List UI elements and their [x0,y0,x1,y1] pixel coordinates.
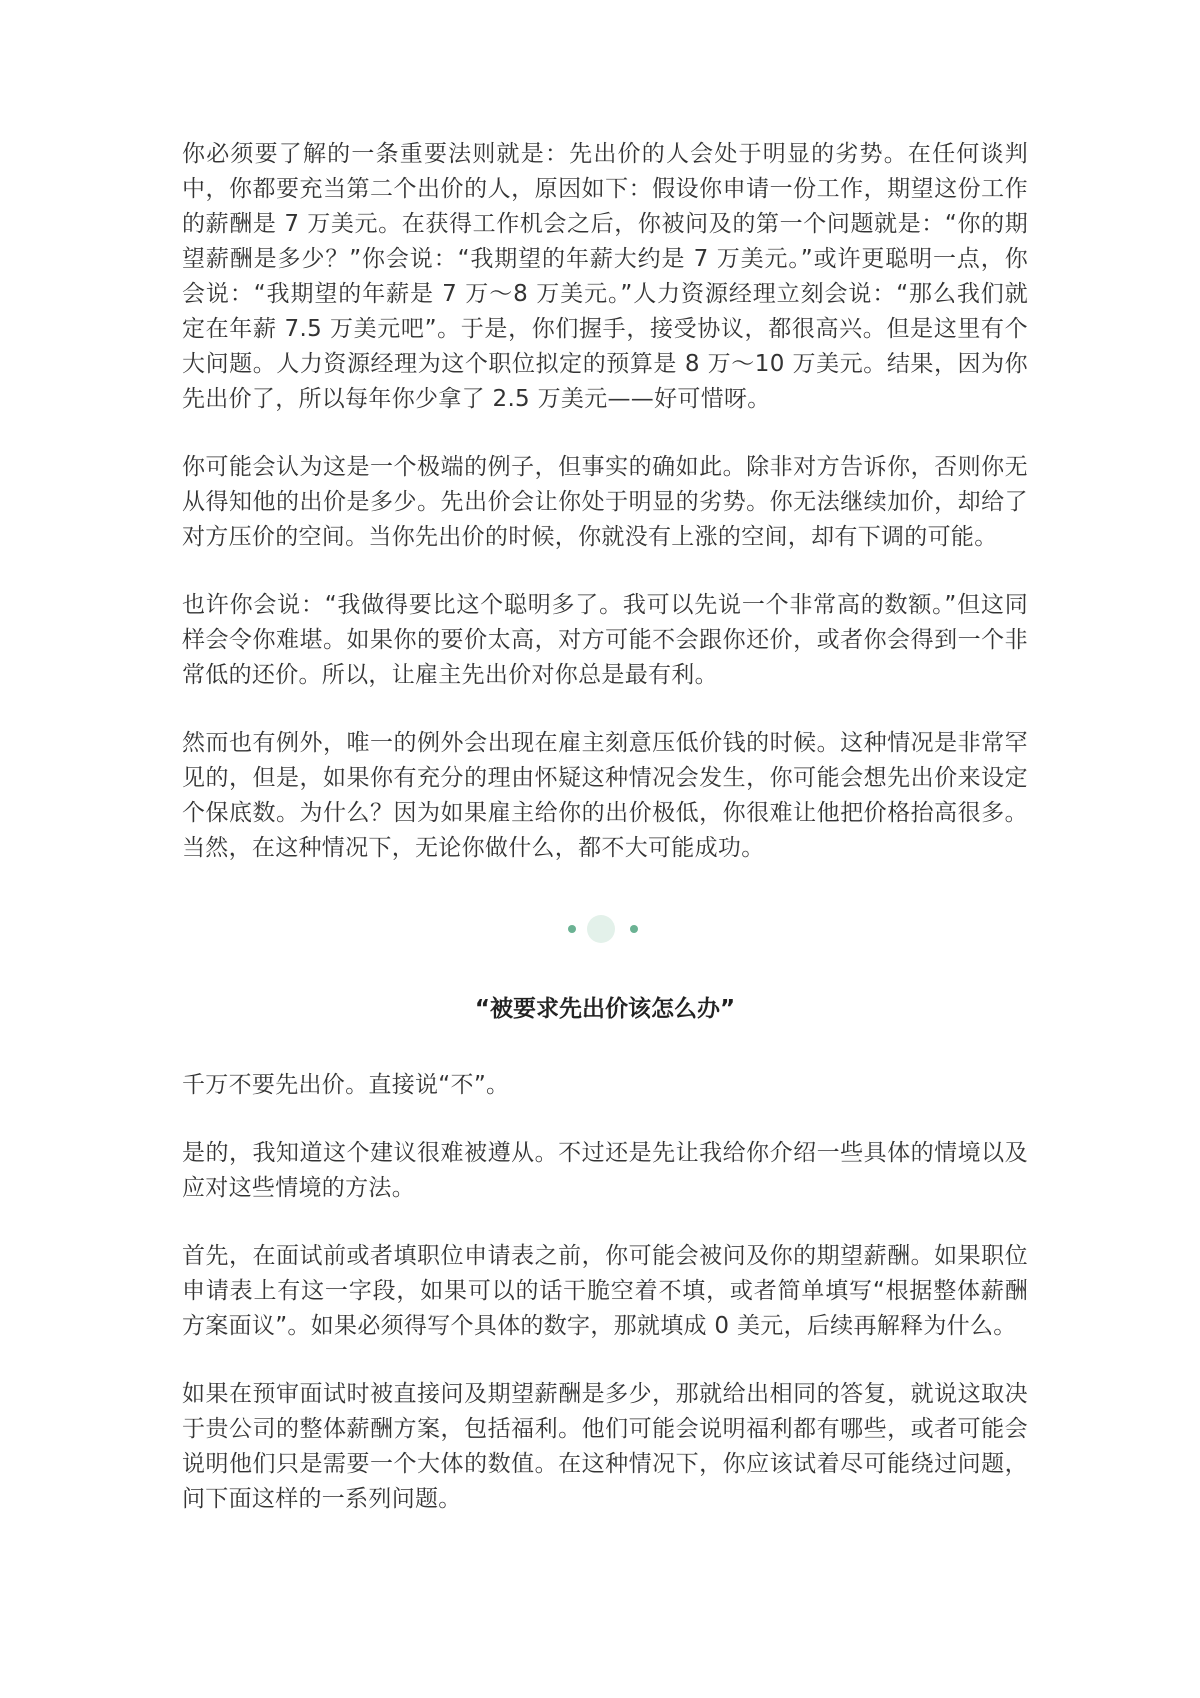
paragraph-exception: 然而也有例外，唯一的例外会出现在雇主刻意压低价钱的时候。这种情况是非常罕见的，但是，如果你有充分的理由怀疑这种情况会发生，你可能会想先出价来设定个保底数。为什么？因为如果雇主给你的出价极低，你很难让他把价格抬高很多。当然，在这种情况下，无论你做什么，都不大可能成功。 [182,730,1028,861]
paragraph-extreme-example: 你可能会认为这是一个极端的例子，但事实的确如此。除非对方告诉你，否则你无从得知他的出价是多少。先出价会让你处于明显的劣势。你无法继续加价，却给了对方压价的空间。当你先出价的时候，你就没有上涨的空间，却有下调的可能。 [182,454,1028,550]
paragraph-prescreen-interview: 如果在预审面试时被直接问及期望薪酬是多少，那就给出相同的答复，就说这取决于贵公司的整体薪酬方案，包括福利。他们可能会说明福利都有哪些，或者可能会说明他们只是需要一个大体的数值。在这种情况下，你应该试着尽可能绕过问题，问下面这样的一系列问题。 [182,1381,1028,1512]
paragraph-application-form: 首先，在面试前或者填职位申请表之前，你可能会被问及你的期望薪酬。如果职位申请表上有这一字段，如果可以的话干脆空着不填，或者简单填写“根据整体薪酬方案面议”。如果必须得写个具体的数字，那就填成 0 美元，后续再解释为什么。 [182,1243,1028,1339]
divider-dot-left [568,925,576,933]
section-heading: “被要求先出价该怎么办” [474,996,736,1022]
article-body [182,137,1028,1550]
divider-dot-right [630,925,638,933]
paragraph-never-first: 千万不要先出价。直接说“不”。 [182,1072,510,1098]
section-divider [182,904,1028,954]
paragraph-scenarios-intro: 是的，我知道这个建议很难被遵从。不过还是先让我给你介绍一些具体的情境以及应对这些情境的方法。 [182,1140,1028,1201]
paragraph-first-offer-rule: 你必须要了解的一条重要法则就是：先出价的人会处于明显的劣势。在任何谈判中，你都要充当第二个出价的人，原因如下：假设你申请一份工作，期望这份工作的薪酬是 7 万美元。在获得工作机会之后，你被问及的第一个问题就是：“你的期望薪酬是多少？”你会说：“我期望的年薪大约是 7 万美元。”或许更聪明一点，你会说：“我期望的年薪是 7 万～8 万美元。”人力资源经理立刻会说：“那么我们就定在年薪 7.5 万美元吧”。于是，你们握手，接受协议，都很高兴。但是这里有个大问题。人力资源经理为这个职位拟定的预算是 8 万～10 万美元。结果，因为你先出价了，所以每年你少拿了 2.5 万美元——好可惜呀。 [182,141,1028,412]
paragraph-high-offer: 也许你会说：“我做得要比这个聪明多了。我可以先说一个非常高的数额。”但这同样会令你难堪。如果你的要价太高，对方可能不会跟你还价，或者你会得到一个非常低的还价。所以，让雇主先出价对你总是最有利。 [182,592,1028,688]
divider-dot-center [587,915,615,943]
